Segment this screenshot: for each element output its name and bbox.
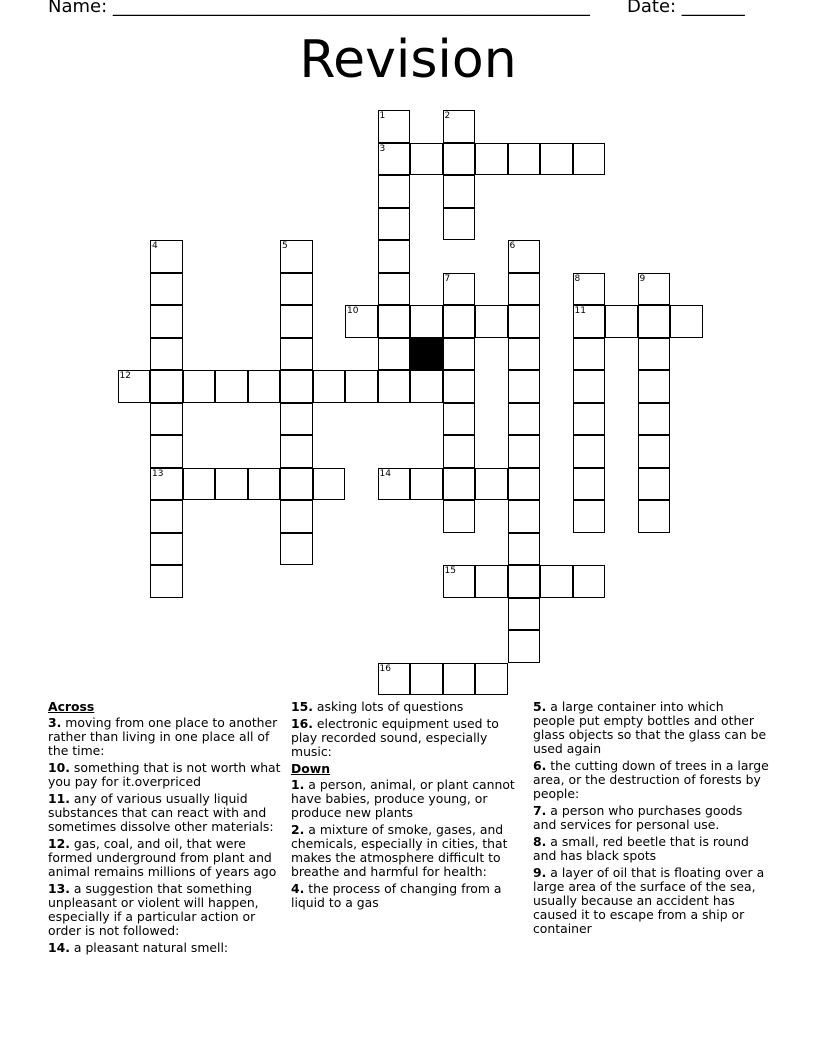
clue-item	[533, 759, 769, 801]
clue-number-label: 13.	[48, 881, 70, 896]
grid-cell[interactable]	[183, 468, 216, 501]
grid-cell[interactable]	[443, 273, 476, 306]
clue-number-label: 11.	[48, 791, 70, 806]
clue-item	[533, 804, 769, 832]
grid-cell[interactable]	[378, 143, 411, 176]
clue-text: moving from one place to another rather than living in one place all of the time:	[48, 715, 278, 758]
grid-cell[interactable]	[443, 338, 476, 371]
grid-cell[interactable]	[508, 630, 541, 663]
grid-cell[interactable]	[670, 305, 703, 338]
clue-number: 10	[347, 306, 359, 316]
clue-text: a suggestion that something unpleasant or violent will happen, especially if a particular action or order is not followed:	[48, 881, 259, 938]
grid-cell[interactable]	[508, 305, 541, 338]
grid-cell[interactable]	[280, 305, 313, 338]
grid-cell[interactable]	[638, 468, 671, 501]
grid-cell[interactable]	[573, 305, 606, 338]
clue-text: the cutting down of trees in a large area, or the destruction of forests by people:	[533, 758, 769, 801]
clue-number: 13	[152, 468, 164, 479]
clue-number-label: 16.	[291, 716, 313, 731]
clue-item	[48, 882, 284, 938]
grid-cell[interactable]	[508, 240, 541, 273]
clue-number: 7	[444, 273, 451, 284]
grid-cell[interactable]	[150, 370, 183, 403]
clues-column-1	[48, 700, 284, 958]
grid-cell[interactable]	[475, 663, 508, 696]
grid-cell[interactable]	[378, 208, 411, 241]
clue-number-label: 9.	[533, 865, 547, 880]
grid-cell[interactable]	[540, 143, 573, 176]
grid-cell[interactable]	[215, 468, 248, 501]
grid-cell[interactable]	[638, 435, 671, 468]
clue-number: 2	[444, 111, 451, 121]
grid-cell[interactable]	[508, 143, 541, 176]
clue-item	[48, 837, 284, 879]
clue-number: 15	[444, 566, 456, 576]
grid-cell[interactable]	[443, 435, 476, 468]
clue-number-label: 6.	[533, 758, 547, 773]
clue-text: something that is not worth what you pay for it.overpriced	[48, 760, 281, 789]
clue-number: 12	[119, 371, 131, 381]
clue-item	[533, 700, 769, 756]
grid-cell[interactable]	[443, 305, 476, 338]
grid-cell[interactable]	[540, 565, 573, 598]
grid-cell[interactable]	[443, 175, 476, 208]
grid-cell[interactable]	[150, 240, 183, 273]
grid-cell[interactable]	[150, 435, 183, 468]
grid-cell[interactable]	[345, 370, 378, 403]
clue-number-label: 5.	[533, 699, 547, 714]
clue-text: a person, animal, or plant cannot have babies, produce young, or produce new plants	[291, 777, 515, 820]
clue-number-label: 14.	[48, 940, 70, 955]
grid-cell[interactable]	[475, 305, 508, 338]
name-field-label: Name: _____________________________________________________	[48, 0, 590, 17]
grid-cell[interactable]	[443, 663, 476, 696]
grid-cell[interactable]	[573, 468, 606, 501]
clue-number: 9	[639, 273, 646, 284]
grid-cell[interactable]	[410, 468, 443, 501]
grid-cell[interactable]	[573, 273, 606, 306]
grid-cell[interactable]	[443, 500, 476, 533]
grid-cell[interactable]	[443, 143, 476, 176]
grid-cell[interactable]	[410, 370, 443, 403]
grid-cell[interactable]	[215, 370, 248, 403]
grid-cell[interactable]	[638, 403, 671, 436]
grid-cell[interactable]	[605, 305, 638, 338]
clue-number: 1	[379, 111, 386, 121]
clue-text: a pleasant natural smell:	[73, 940, 229, 955]
grid-cell[interactable]	[150, 273, 183, 306]
grid-cell[interactable]	[443, 370, 476, 403]
grid-block-cell	[410, 338, 443, 371]
clue-item	[48, 761, 284, 789]
clue-number-label: 7.	[533, 803, 547, 818]
clue-number: 6	[509, 241, 516, 251]
grid-cell[interactable]	[313, 370, 346, 403]
clues-column-3	[533, 700, 769, 939]
clue-text: a person who purchases goods and services for personal use.	[533, 803, 743, 832]
grid-cell[interactable]	[475, 143, 508, 176]
grid-cell[interactable]	[508, 273, 541, 306]
grid-cell[interactable]	[443, 565, 476, 598]
clue-number-label: 1.	[291, 777, 305, 792]
clue-text: any of various usually liquid substances that can react with and sometimes dissolve other materials:	[48, 791, 274, 834]
grid-cell[interactable]	[150, 468, 183, 501]
clue-number-label: 12.	[48, 836, 70, 851]
grid-cell[interactable]	[345, 305, 378, 338]
grid-cell[interactable]	[280, 500, 313, 533]
grid-cell[interactable]	[280, 533, 313, 566]
grid-cell[interactable]	[638, 273, 671, 306]
clue-text: a large container into which people put empty bottles and other glass objects so that the glass can be used again	[533, 699, 767, 756]
grid-cell[interactable]	[443, 403, 476, 436]
grid-cell[interactable]	[150, 500, 183, 533]
date-field-label: Date: _______	[627, 0, 745, 17]
grid-cell[interactable]	[378, 175, 411, 208]
clue-number-label: 8.	[533, 834, 547, 849]
clue-number-label: 15.	[291, 699, 313, 714]
clue-number-label: 4.	[291, 881, 305, 896]
grid-cell[interactable]	[378, 273, 411, 306]
grid-cell[interactable]	[573, 565, 606, 598]
clue-number: 3	[379, 143, 386, 154]
clue-number: 8	[574, 273, 581, 284]
clue-item	[291, 882, 527, 910]
across-clues-continued	[291, 700, 527, 759]
grid-cell[interactable]	[248, 468, 281, 501]
clue-item	[291, 823, 527, 879]
clue-item	[533, 866, 769, 936]
grid-cell[interactable]	[280, 435, 313, 468]
clue-number: 11	[574, 306, 586, 316]
grid-cell[interactable]	[150, 565, 183, 598]
grid-cell[interactable]	[280, 468, 313, 501]
clue-number: 16	[379, 663, 391, 674]
grid-cell[interactable]	[508, 500, 541, 533]
grid-cell[interactable]	[638, 338, 671, 371]
grid-cell[interactable]	[573, 403, 606, 436]
clue-item	[48, 716, 284, 758]
grid-cell[interactable]	[378, 110, 411, 143]
grid-cell[interactable]	[280, 370, 313, 403]
grid-cell[interactable]	[508, 370, 541, 403]
grid-cell[interactable]	[638, 305, 671, 338]
grid-cell[interactable]	[443, 208, 476, 241]
grid-cell[interactable]	[378, 370, 411, 403]
clue-text: gas, coal, and oil, that were formed underground from plant and animal remains millions of years ago	[48, 836, 277, 879]
clue-item	[291, 717, 527, 759]
page-title: Revision	[299, 30, 517, 90]
grid-cell[interactable]	[508, 533, 541, 566]
grid-cell[interactable]	[573, 435, 606, 468]
grid-cell[interactable]	[183, 370, 216, 403]
grid-cell[interactable]	[280, 240, 313, 273]
grid-cell[interactable]	[248, 370, 281, 403]
clue-item	[533, 835, 769, 863]
grid-cell[interactable]	[280, 273, 313, 306]
clue-text: the process of changing from a liquid to a gas	[291, 881, 502, 910]
clue-text: a layer of oil that is floating over a large area of the surface of the sea, usually because an accident has caused it to escape from a ship or container	[533, 865, 765, 936]
clue-text: a mixture of smoke, gases, and chemicals, especially in cities, that makes the atmosphere difficult to breathe and harmful for health:	[291, 822, 508, 879]
down-clues-list	[291, 778, 527, 910]
grid-cell[interactable]	[508, 403, 541, 436]
across-heading: Across	[48, 699, 95, 714]
grid-cell[interactable]	[150, 305, 183, 338]
grid-cell[interactable]	[573, 370, 606, 403]
clue-item	[291, 700, 527, 714]
grid-cell[interactable]	[508, 598, 541, 631]
grid-cell[interactable]	[378, 305, 411, 338]
grid-cell[interactable]	[508, 435, 541, 468]
clue-item	[48, 792, 284, 834]
clue-number: 14	[379, 468, 391, 479]
grid-cell[interactable]	[410, 143, 443, 176]
grid-cell[interactable]	[280, 403, 313, 436]
grid-cell[interactable]	[410, 305, 443, 338]
clue-number: 4	[152, 241, 158, 251]
grid-cell[interactable]	[475, 565, 508, 598]
clues-column-2	[291, 700, 527, 913]
clue-item	[48, 941, 284, 955]
grid-cell[interactable]	[378, 338, 411, 371]
grid-cell[interactable]	[573, 500, 606, 533]
grid-cell[interactable]	[443, 468, 476, 501]
clue-number-label: 3.	[48, 715, 62, 730]
down-heading: Down	[291, 761, 331, 776]
grid-cell[interactable]	[313, 468, 346, 501]
grid-cell[interactable]	[508, 468, 541, 501]
clue-item	[291, 778, 527, 820]
grid-cell[interactable]	[508, 338, 541, 371]
grid-cell[interactable]	[638, 370, 671, 403]
grid-cell[interactable]	[638, 500, 671, 533]
grid-cell[interactable]	[573, 143, 606, 176]
grid-cell[interactable]	[573, 338, 606, 371]
grid-cell[interactable]	[280, 338, 313, 371]
grid-cell[interactable]	[410, 663, 443, 696]
clue-text: a small, red beetle that is round and has black spots	[533, 834, 749, 863]
clue-number-label: 10.	[48, 760, 70, 775]
grid-cell[interactable]	[118, 370, 151, 403]
grid-cell[interactable]	[378, 663, 411, 696]
grid-cell[interactable]	[443, 110, 476, 143]
grid-cell[interactable]	[378, 468, 411, 501]
grid-cell[interactable]	[378, 240, 411, 273]
grid-cell[interactable]	[508, 565, 541, 598]
clue-text: asking lots of questions	[316, 699, 464, 714]
grid-cell[interactable]	[150, 533, 183, 566]
clue-number-label: 2.	[291, 822, 305, 837]
grid-cell[interactable]	[150, 338, 183, 371]
grid-cell[interactable]	[475, 468, 508, 501]
clue-text: electronic equipment used to play recorded sound, especially music:	[291, 716, 499, 759]
clue-number: 5	[282, 241, 288, 251]
grid-cell[interactable]	[150, 403, 183, 436]
